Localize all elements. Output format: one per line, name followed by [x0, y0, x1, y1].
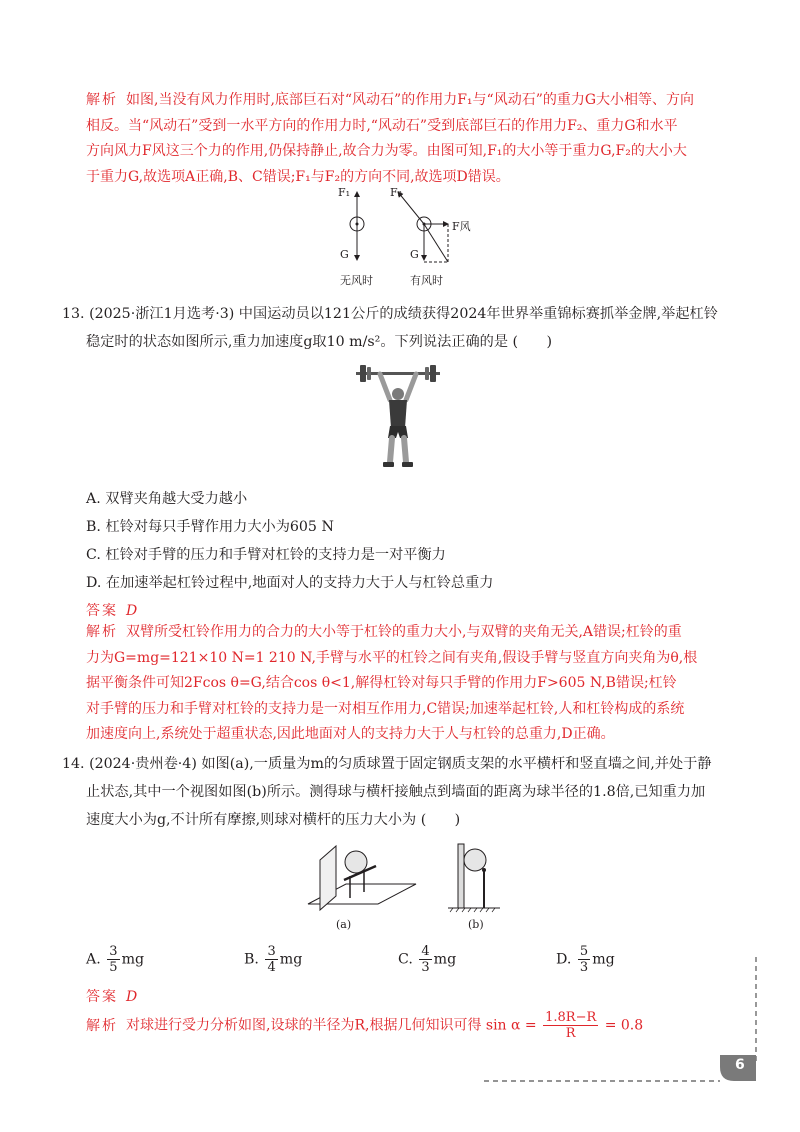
- figure-14b-label: (b): [468, 918, 484, 931]
- analysis-13-line-5: 加速度向上,系统处于超重状态,因此地面对人的支持力大于人与杠铃的总重力,D正确。: [86, 726, 615, 742]
- answer-tag: 答案: [86, 603, 118, 619]
- analysis-13-line-1: 解析 双臂所受杠铃作用力的合力的大小等于杠铃的重力大小,与双臂的夹角无关,A错误;杠铃的重: [86, 624, 682, 640]
- answer-value: D: [126, 989, 138, 1005]
- question-14-option-b: B. $\frac{3}{4}$ mg: [244, 944, 303, 975]
- analysis-12-line-3: 方向风力F风这三个力的作用,仍保持静止,故合力为零。由图可知,F₁的大小等于重力G,F₂的大小大: [86, 143, 687, 159]
- question-13-option-c: C. 杠铃对手臂的压力和手臂对杠铃的支持力是一对平衡力: [86, 547, 446, 563]
- answer-tag: 答案: [86, 989, 118, 1005]
- question-13-option-b: B. 杠铃对每只手臂作用力大小为605 N: [86, 519, 334, 535]
- analysis-12: [86, 88, 746, 190]
- analysis-13-line-4: 对手臂的压力和手臂对杠铃的支持力是一对相互作用力,C错误;加速举起杠铃,人和杠铃构成的系统: [86, 700, 685, 717]
- analysis-14: 解析 对球进行受力分析如图,设球的半径为R,根据几何知识可得 sin α = $\frac{1.8R-R}{R}$ = 0.8: [86, 1010, 644, 1041]
- analysis-13: [86, 620, 746, 748]
- analysis-12-line-1: 解析 如图,当没有风力作用时,底部巨石对“风动石”的作用力F₁与“风动石”的重力G大小相等、方向: [86, 92, 695, 108]
- analysis-tag: 解析: [86, 92, 118, 108]
- question-13-option-a: A. 双臂夹角越大受力越小: [86, 491, 248, 507]
- label-f1: F₁: [338, 186, 351, 199]
- answer-14: [86, 986, 137, 1006]
- figure-14b: [444, 840, 504, 916]
- analysis-12-line-4: 于重力G,故选项A正确,B、C错误;F₁与F₂的方向不同,故选项D错误。: [86, 168, 510, 185]
- answer-value: D: [126, 603, 138, 619]
- analysis-tag: 解析: [86, 1017, 118, 1034]
- question-14-line-1: 14. (2024·贵州卷·4) 如图(a),一质量为m的匀质球置于固定钢质支架的水平横杆和竖直墙之间,并处于静: [62, 756, 712, 772]
- question-14-line-3: 速度大小为g,不计所有摩擦,则球对横杆的压力大小为 ( ): [86, 812, 461, 828]
- question-14: [62, 750, 748, 834]
- question-14-option-c: C. $\frac{4}{3}$ mg: [398, 944, 457, 975]
- question-13-option-d: D. 在加速举起杠铃过程中,地面对人的支持力大于人与杠铃总重力: [86, 575, 494, 591]
- analysis-12-line-2: 相反。当“风动石”受到一水平方向的作用力时,“风动石”受到底部巨石的作用力F₂、重力G和水平: [86, 117, 678, 134]
- question-13-line-1: 13. (2025·浙江1月选考·3) 中国运动员以121公斤的成绩获得2024年世界举重锦标赛抓举金牌,举起杠铃: [62, 306, 718, 322]
- caption-with-wind: 有风时: [410, 274, 443, 287]
- analysis-13-line-3: 据平衡条件可知2Fcos θ=G,结合cos θ<1,解得杠铃对每只手臂的作用力F>605 N,B错误;杠铃: [86, 675, 677, 691]
- question-14-option-d: D. $\frac{5}{3}$ mg: [556, 944, 615, 975]
- figure-14a: [306, 840, 418, 916]
- question-14-line-2: 止状态,其中一个视图如图(b)所示。测得球与横杆接触点到墙面的距离为球半径的1.8倍,已知重力加: [86, 784, 706, 800]
- label-g-left: G: [340, 248, 349, 261]
- question-14-option-a: A. $\frac{3}{5}$ mg: [86, 944, 145, 975]
- answer-13: [86, 600, 137, 620]
- question-13-line-2: 稳定时的状态如图所示,重力加速度g取10 m/s²。下列说法正确的是 ( ): [86, 334, 553, 350]
- analysis-tag: 解析: [86, 624, 118, 640]
- page-number: 6: [735, 1057, 745, 1073]
- caption-no-wind: 无风时: [340, 274, 373, 287]
- question-13: [62, 300, 748, 356]
- analysis-13-line-2: 力为G=mg=121×10 N=1 210 N,手臂与水平的杠铃之间有夹角,假设手臂与竖直方向夹角为θ,根: [86, 649, 698, 666]
- weightlifter-illustration: [352, 362, 444, 470]
- label-g-right: G: [410, 248, 419, 261]
- figure-14a-label: (a): [336, 918, 352, 931]
- label-f2: F₂: [390, 186, 403, 199]
- label-f-wind: F风: [452, 220, 471, 233]
